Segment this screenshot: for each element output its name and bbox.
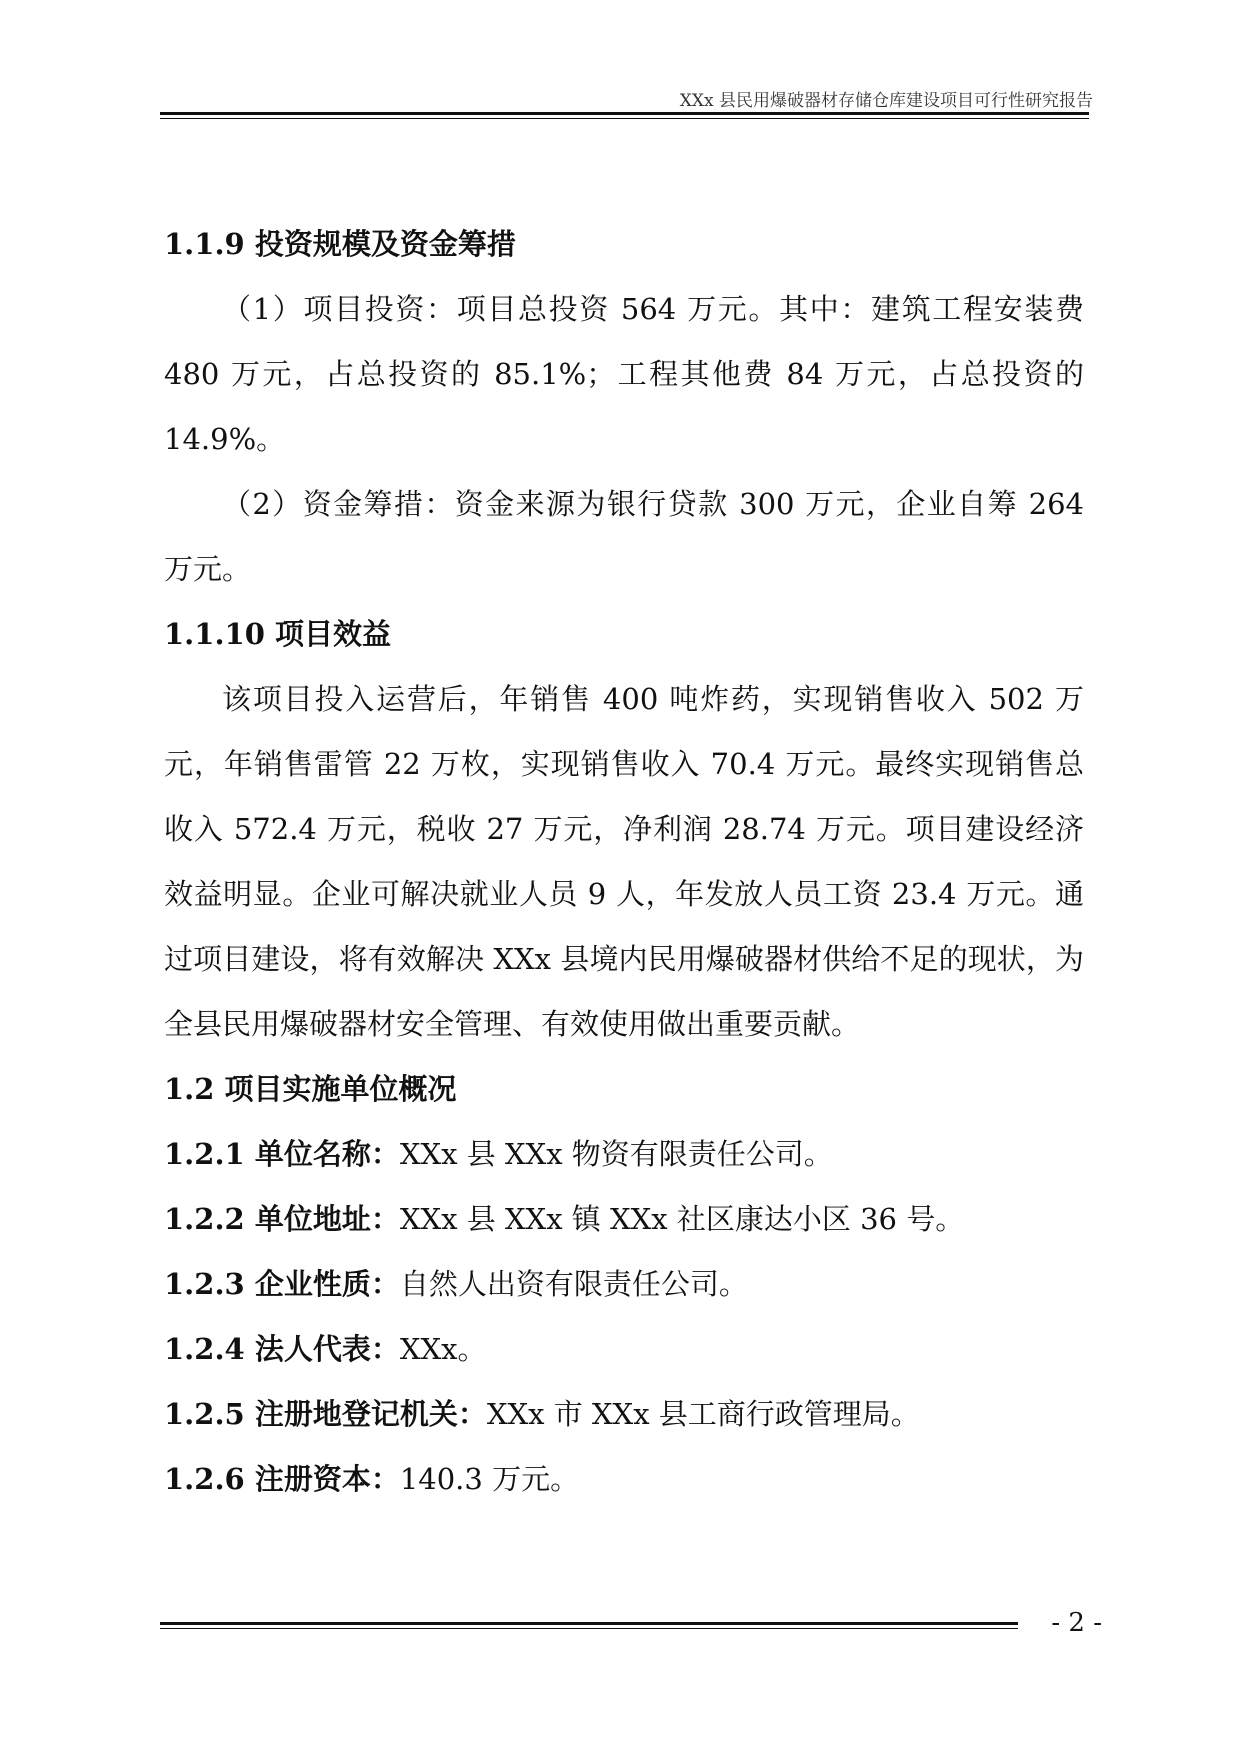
footer-rule-thick <box>160 1622 1018 1625</box>
field-value: XXx 县 XXx 镇 XXx 社区康达小区 36 号。 <box>399 1202 965 1236</box>
field-label: 1.2.2 单位地址： <box>164 1202 400 1236</box>
field-label: 1.2.1 单位名称： <box>164 1137 400 1171</box>
footer-rule-thin <box>160 1628 1018 1629</box>
field-value: XXx 县 XXx 物资有限责任公司。 <box>399 1137 833 1171</box>
field-registered-capital <box>164 1447 1084 1512</box>
field-label: 1.2.3 企业性质： <box>164 1267 400 1301</box>
section-heading-1-1-9: 1.1.9 投资规模及资金筹措 <box>164 227 516 261</box>
running-header-title: XXx 县民用爆破器材存储仓库建设项目可行性研究报告 <box>679 91 1093 111</box>
field-value: XXx 市 XXx 县工商行政管理局。 <box>486 1397 920 1431</box>
field-enterprise-type <box>164 1252 1084 1317</box>
field-value: 自然人出资有限责任公司。 <box>399 1267 748 1301</box>
field-unit-name <box>164 1122 1084 1187</box>
field-label: 1.2.5 注册地登记机关： <box>164 1397 487 1431</box>
section-heading-1-2: 1.2 项目实施单位概况 <box>164 1072 457 1106</box>
header-rule-thick <box>160 112 1089 115</box>
field-label: 1.2.6 注册资本： <box>164 1462 400 1496</box>
field-value: XXx。 <box>399 1332 487 1366</box>
paragraph-investment: （1）项目投资：项目总投资 564 万元。其中：建筑工程安装费 480 万元，占总投资的 85.1%；工程其他费 84 万元，占总投资的 14.9%。 <box>164 292 1084 456</box>
field-value: 140.3 万元。 <box>399 1462 580 1496</box>
header-rule-thin <box>160 118 1089 119</box>
paragraph-funding: （2）资金筹措：资金来源为银行贷款 300 万元，企业自筹 264 万元。 <box>164 487 1084 586</box>
field-registration-authority <box>164 1382 1084 1447</box>
section-heading-1-1-10: 1.1.10 项目效益 <box>164 617 392 651</box>
page-number: - 2 - <box>1051 1608 1102 1638</box>
field-label: 1.2.4 法人代表： <box>164 1332 400 1366</box>
paragraph-benefits: 该项目投入运营后，年销售 400 吨炸药，实现销售收入 502 万元，年销售雷管 22 万枚，实现销售收入 70.4 万元。最终实现销售总收入 572.4 万元，税收 27 万元，净利润 28.74 万元。项目建设经济效益明显。企业可解决就业人员 9 人，年发放人员工资 23.4 万元。通过项目建设，将有效解决 XXx 县境内民用爆破器材供给不足的现状，为全县民用爆破器材安全管理、有效使用做出重要贡献。 <box>164 682 1084 1041</box>
field-unit-address <box>164 1187 1084 1252</box>
field-legal-representative <box>164 1317 1084 1382</box>
document-body <box>164 212 1084 1512</box>
